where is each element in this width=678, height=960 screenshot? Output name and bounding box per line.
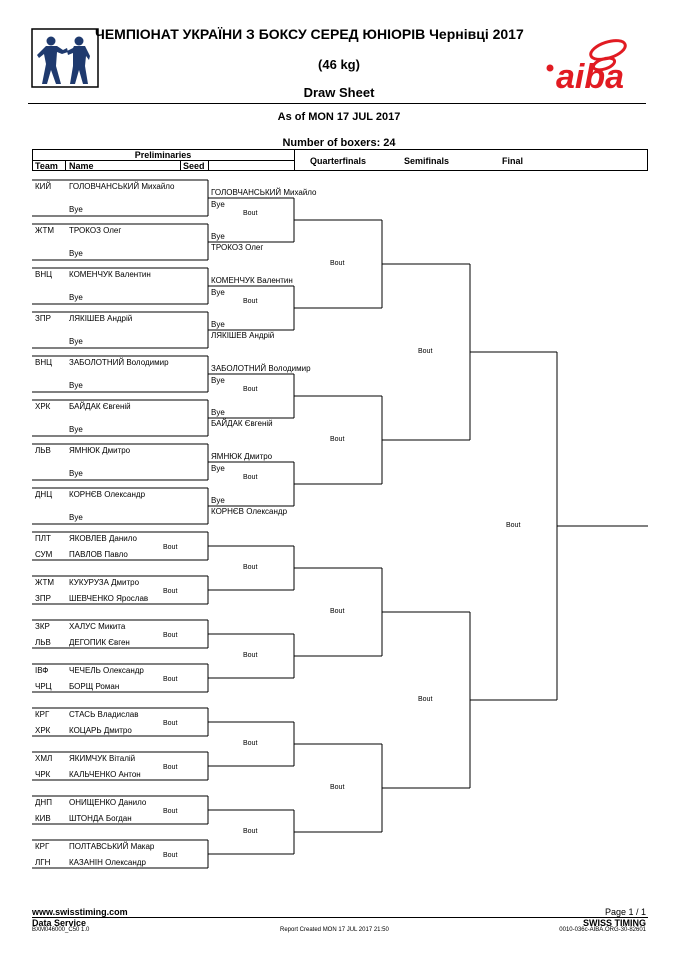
footer-ref: 0010-036c-AIBA.ORG-30-82601 (559, 927, 646, 933)
bye-label: Bye (69, 381, 83, 390)
name-label: Name (69, 161, 94, 171)
final-label: Final (502, 156, 524, 166)
boxer-name: ЯМНЮК Дмитро (69, 446, 131, 455)
bout-label: Bout (330, 608, 345, 615)
team-code: ВНЦ (35, 358, 53, 367)
boxer-name: ШТОНДА Богдан (69, 814, 132, 823)
footer-report: Report Created MON 17 JUL 2017 21:50 (280, 927, 389, 933)
championship-title: ЧЕМПІОНАТ УКРАЇНИ З БОКСУ СЕРЕД ЮНІОРІВ Чернівці 2017 (95, 26, 524, 42)
team-code: ЛЬВ (35, 638, 51, 647)
team-code: ЛЬВ (35, 446, 51, 455)
team-code: ЗКР (35, 622, 50, 631)
boxer-name: ДЕГОПИК Євген (69, 638, 130, 647)
boxer-name: ОНИЩЕНКО Данило (69, 798, 147, 807)
team-label: Team (35, 161, 58, 171)
footer-code: BXM046000_C50 1.0 (32, 927, 90, 933)
bye-label: Bye (211, 376, 225, 385)
team-code: ЗПР (35, 314, 51, 323)
team-code: ЧРЦ (35, 682, 52, 691)
r2-boxer-name: ГОЛОВЧАНСЬКИЙ Михайло (211, 188, 317, 197)
bye-label: Bye (211, 200, 225, 209)
boxer-name: СТАСЬ Владислав (69, 710, 139, 719)
bye-label: Bye (69, 337, 83, 346)
team-code: КРГ (35, 710, 50, 719)
bye-label: Bye (69, 205, 83, 214)
bout-label: Bout (418, 696, 433, 703)
footer-brand: SWISS TIMING (583, 918, 646, 928)
preliminaries-label: Preliminaries (134, 150, 192, 160)
bout-label: Bout (243, 474, 258, 481)
semifinals-label: Semifinals (404, 156, 450, 166)
bye-label: Bye (211, 320, 225, 329)
r2-boxer-name: ЯМНЮК Дмитро (211, 452, 273, 461)
footer-url[interactable]: www.swisstiming.com (32, 907, 128, 917)
r2-boxer-name: КОРНЄВ Олександр (211, 507, 288, 516)
boxer-name: КАЗАНІН Олександр (69, 858, 146, 867)
r2-boxer-name: КОМЕНЧУК Валентин (211, 276, 293, 285)
r2-boxer-name: ТРОКОЗ Олег (211, 243, 264, 252)
team-code: ХРК (35, 402, 51, 411)
number-of-boxers: Number of boxers: 24 (282, 137, 396, 149)
bye-label: Bye (211, 496, 225, 505)
bye-label: Bye (211, 408, 225, 417)
bout-label: Bout (163, 764, 178, 771)
bout-label: Bout (243, 740, 258, 747)
team-code: КИЙ (35, 182, 52, 191)
bout-label: Bout (163, 588, 178, 595)
team-code: КИВ (35, 814, 51, 823)
bout-label: Bout (506, 522, 521, 529)
team-code: СУМ (35, 550, 53, 559)
boxer-name: ГОЛОВЧАНСЬКИЙ Михайло (69, 182, 175, 191)
boxer-name: КОЦАРЬ Дмитро (69, 726, 132, 735)
boxer-name: БОРЩ Роман (69, 682, 120, 691)
bye-label: Bye (69, 249, 83, 258)
team-code: ЖТМ (35, 226, 55, 235)
boxer-name: ХАЛУС Микита (69, 622, 126, 631)
bout-label: Bout (243, 564, 258, 571)
bye-label: Bye (69, 293, 83, 302)
bout-label: Bout (163, 808, 178, 815)
r2-boxer-name: БАЙДАК Євгеній (211, 419, 273, 428)
boxer-name: ЯКОВЛЕВ Данило (69, 534, 137, 543)
bye-label: Bye (211, 232, 225, 241)
boxer-name: ТРОКОЗ Олег (69, 226, 122, 235)
team-code: ЗПР (35, 594, 51, 603)
boxer-name: КОМЕНЧУК Валентин (69, 270, 151, 279)
bout-label: Bout (243, 828, 258, 835)
bye-label: Bye (211, 464, 225, 473)
boxer-name: ШЕВЧЕНКО Ярослав (69, 594, 149, 603)
team-code: ДНП (35, 798, 52, 807)
team-code: ПЛТ (35, 534, 51, 543)
boxer-name: ПАВЛОВ Павло (69, 550, 128, 559)
r2-boxer-name: ЛЯКІШЕВ Андрій (211, 331, 275, 340)
bout-label: Bout (243, 210, 258, 217)
bout-label: Bout (243, 652, 258, 659)
bout-label: Bout (330, 436, 345, 443)
team-code: ХРК (35, 726, 51, 735)
bout-label: Bout (243, 386, 258, 393)
bout-label: Bout (243, 298, 258, 305)
footer-service: Data Service (32, 918, 87, 928)
team-code: ІВФ (35, 666, 49, 675)
boxer-name: ЛЯКІШЕВ Андрій (69, 314, 133, 323)
boxer-name: КАЛЬЧЕНКО Антон (69, 770, 141, 779)
weight-category: (46 kg) (318, 57, 360, 72)
quarterfinals-label: Quarterfinals (310, 156, 367, 166)
as-of-date: As of MON 17 JUL 2017 (277, 111, 401, 123)
team-code: ВНЦ (35, 270, 53, 279)
bout-label: Bout (330, 260, 345, 267)
bout-label: Bout (163, 852, 178, 859)
sheet-title: Draw Sheet (303, 85, 375, 100)
team-code: ЧРК (35, 770, 51, 779)
bye-label: Bye (69, 513, 83, 522)
team-code: ХМЛ (35, 754, 53, 763)
team-code: КРГ (35, 842, 50, 851)
bye-label: Bye (211, 288, 225, 297)
team-code: ЛГН (35, 858, 51, 867)
boxer-name: ЗАБОЛОТНИЙ Володимир (69, 358, 169, 367)
bout-label: Bout (163, 632, 178, 639)
bout-label: Bout (330, 784, 345, 791)
bye-label: Bye (69, 425, 83, 434)
bout-label: Bout (163, 676, 178, 683)
seed-label: Seed (183, 161, 205, 171)
r2-boxer-name: ЗАБОЛОТНИЙ Володимир (211, 364, 311, 373)
boxer-name: ЧЕЧЕЛЬ Олександр (69, 666, 144, 675)
boxer-name: КОРНЄВ Олександр (69, 490, 146, 499)
bout-label: Bout (163, 720, 178, 727)
footer-page: Page 1 / 1 (604, 907, 646, 917)
bout-label: Bout (418, 348, 433, 355)
bout-label: Bout (163, 544, 178, 551)
svg-text:aiba: aiba (556, 58, 625, 92)
bye-label: Bye (69, 469, 83, 478)
team-code: ЖТМ (35, 578, 55, 587)
team-code: ДНЦ (35, 490, 53, 499)
boxer-name: ПОЛТАВСЬКИЙ Макар (69, 842, 155, 851)
boxer-name: ЯКИМЧУК Віталій (69, 754, 136, 763)
boxer-name: БАЙДАК Євгеній (69, 402, 131, 411)
boxer-name: КУКУРУЗА Дмитро (69, 578, 140, 587)
